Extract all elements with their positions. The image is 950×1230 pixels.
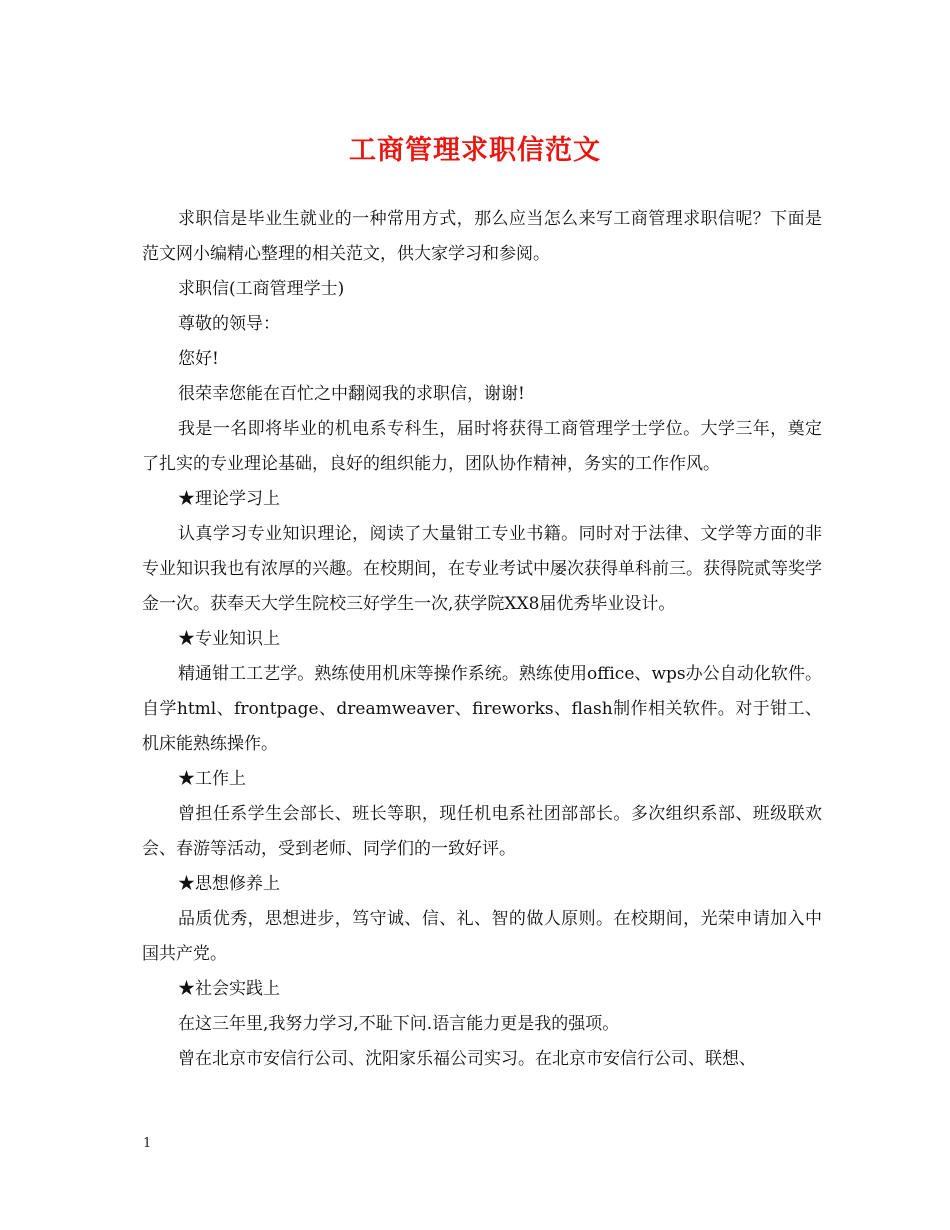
page-number: 1 xyxy=(143,1136,152,1151)
document-body xyxy=(142,202,822,1077)
document-title: 工商管理求职信范文 xyxy=(349,135,601,166)
paragraph-practice: 在这三年里,我努力学习,不耻下问.语言能力更是我的强项。 xyxy=(178,1014,620,1034)
paragraph-theory: 认真学习专业知识理论，阅读了大量钳工专业书籍。同时对于法律、文学等方面的非专业知识我也有浓厚的兴趣。在校期间，在专业考试中屡次获得单科前三。获得院贰等奖学金一次。获奉天大学生院校三好学生一次,获学院XX8届优秀毕业设计。 xyxy=(142,524,822,614)
section-heading-knowledge: ★专业知识上 xyxy=(178,629,280,649)
paragraph-internship: 曾在北京市安信行公司、沈阳家乐福公司实习。在北京市安信行公司、联想、 xyxy=(178,1049,756,1069)
paragraph-greeting: 您好! xyxy=(178,349,219,369)
paragraph-intro: 求职信是毕业生就业的一种常用方式，那么应当怎么来写工商管理求职信呢？下面是范文网小编精心整理的相关范文，供大家学习和参阅。 xyxy=(142,209,822,264)
paragraph-letter-heading: 求职信(工商管理学士) xyxy=(178,279,345,299)
section-heading-work: ★工作上 xyxy=(178,769,246,789)
paragraph-salutation: 尊敬的领导： xyxy=(178,314,280,334)
paragraph-thanks: 很荣幸您能在百忙之中翻阅我的求职信，谢谢! xyxy=(178,384,525,404)
paragraph-work: 曾担任系学生会部长、班长等职，现任机电系社团部部长。多次组织系部、班级联欢会、春游等活动，受到老师、同学们的一致好评。 xyxy=(142,804,822,859)
section-heading-practice: ★社会实践上 xyxy=(178,979,280,999)
paragraph-ethics: 品质优秀，思想进步，笃守诚、信、礼、智的做人原则。在校期间，光荣申请加入中国共产党。 xyxy=(142,909,822,964)
section-heading-ethics: ★思想修养上 xyxy=(178,874,280,894)
paragraph-self-introduction: 我是一名即将毕业的机电系专科生，届时将获得工商管理学士学位。大学三年，奠定了扎实的专业理论基础，良好的组织能力，团队协作精神，务实的工作作风。 xyxy=(142,419,822,474)
paragraph-knowledge: 精通钳工工艺学。熟练使用机床等操作系统。熟练使用office、wps办公自动化软件。自学html、frontpage、dreamweaver、fireworks、flash制作相关软件。对于钳工、机床能熟练操作。 xyxy=(142,664,822,754)
section-heading-theory: ★理论学习上 xyxy=(178,489,280,509)
